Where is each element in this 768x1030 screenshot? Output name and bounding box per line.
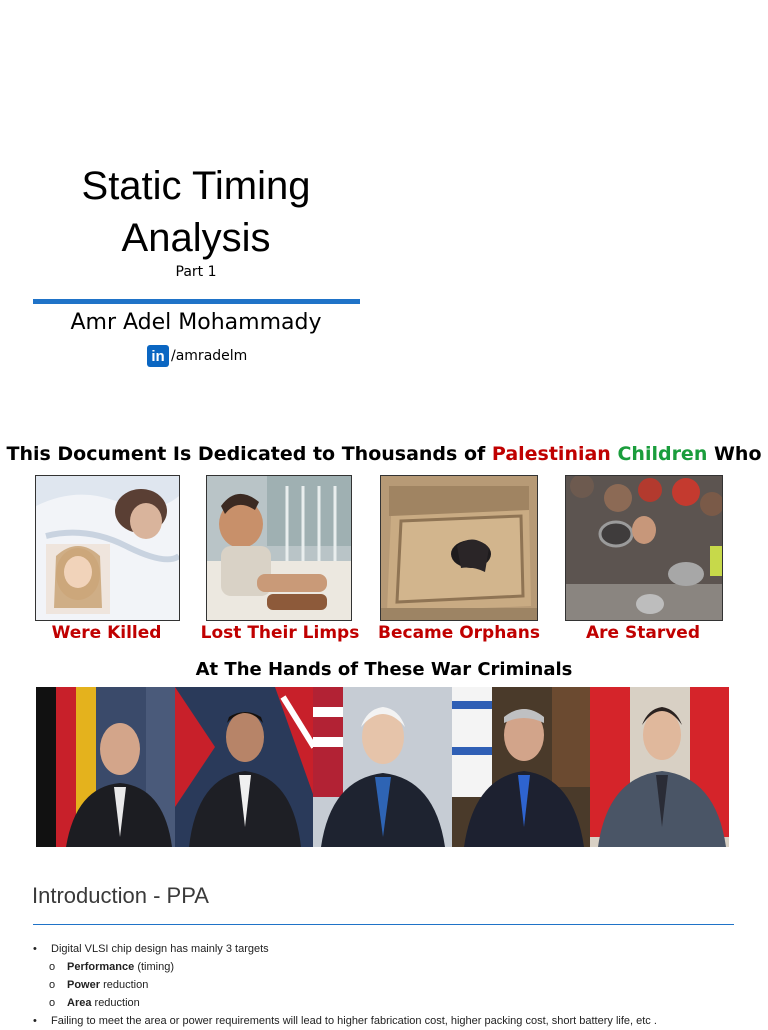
- dedication-children: Children: [617, 443, 708, 465]
- bullet-text: Digital VLSI chip design has mainly 3 targets: [51, 943, 269, 955]
- bullet-rest: reduction: [91, 997, 140, 1009]
- photo-orphans: [380, 475, 538, 621]
- photo-killed-image: [36, 476, 179, 620]
- portrait-5-image: [590, 687, 729, 847]
- bullet-bold: Area: [67, 997, 92, 1009]
- bullet-item: [33, 940, 657, 958]
- bullet-bold: Performance: [67, 961, 135, 973]
- portrait-2: [175, 687, 314, 847]
- bullet-list: [33, 940, 657, 1030]
- portrait-banner: [36, 687, 729, 847]
- caption-limbs: Lost Their Limps: [200, 623, 360, 643]
- dedication-heading: [0, 443, 768, 465]
- subheading: At The Hands of These War Criminals: [195, 659, 573, 680]
- bullet-rest: reduction: [100, 979, 149, 991]
- dedication-suffix: Who: [707, 443, 762, 465]
- sub-bullet-marker: o: [49, 979, 56, 991]
- bullet-item: [33, 1012, 657, 1030]
- caption-orphans: Became Orphans: [378, 623, 540, 643]
- title-line-1: Static Timing: [81, 164, 311, 208]
- photo-starved: [565, 475, 723, 621]
- bullet-bold: Power: [67, 979, 101, 991]
- linkedin-icon: in: [147, 345, 169, 367]
- author-name: Amr Adel Mohammady: [70, 310, 322, 335]
- sub-bullet-marker: o: [49, 961, 56, 973]
- photo-limbs: [206, 475, 352, 621]
- photo-orphans-image: [381, 476, 537, 620]
- dedication-prefix: This Document Is Dedicated to Thousands of: [6, 443, 492, 465]
- portrait-4: [452, 687, 591, 847]
- portrait-2-image: [175, 687, 314, 847]
- photo-limbs-image: [207, 476, 351, 620]
- document-title: [30, 160, 362, 264]
- sub-bullet-item: [33, 994, 657, 1012]
- section-title: Introduction - PPA: [32, 883, 209, 908]
- bullet-text: Failing to meet the area or power requirements will lead to higher fabrication cost, higher packing cost, short battery life, etc .: [51, 1015, 657, 1027]
- portrait-1: [36, 687, 175, 847]
- portrait-3-image: [313, 687, 452, 847]
- sub-bullet-item: [33, 958, 657, 976]
- section-divider: [33, 924, 734, 925]
- photo-killed: [35, 475, 180, 621]
- portrait-3: [313, 687, 452, 847]
- sub-bullet-marker: o: [49, 997, 56, 1009]
- dedication-palestinian: Palestinian: [491, 443, 611, 465]
- title-divider: [33, 299, 360, 304]
- sub-bullet-item: [33, 976, 657, 994]
- bullet-rest: (timing): [134, 961, 174, 973]
- bullet-marker: •: [33, 943, 37, 955]
- bullet-marker: •: [33, 1015, 37, 1027]
- linkedin-link[interactable]: [147, 345, 247, 367]
- photo-starved-image: [566, 476, 722, 620]
- portrait-5: [590, 687, 729, 847]
- caption-starved: Are Starved: [586, 623, 700, 643]
- linkedin-handle: /amradelm: [171, 348, 248, 364]
- title-line-2: Analysis: [121, 216, 271, 260]
- portrait-4-image: [452, 687, 591, 847]
- caption-killed: Were Killed: [51, 623, 162, 643]
- part-label: Part 1: [175, 264, 217, 280]
- portrait-1-image: [36, 687, 175, 847]
